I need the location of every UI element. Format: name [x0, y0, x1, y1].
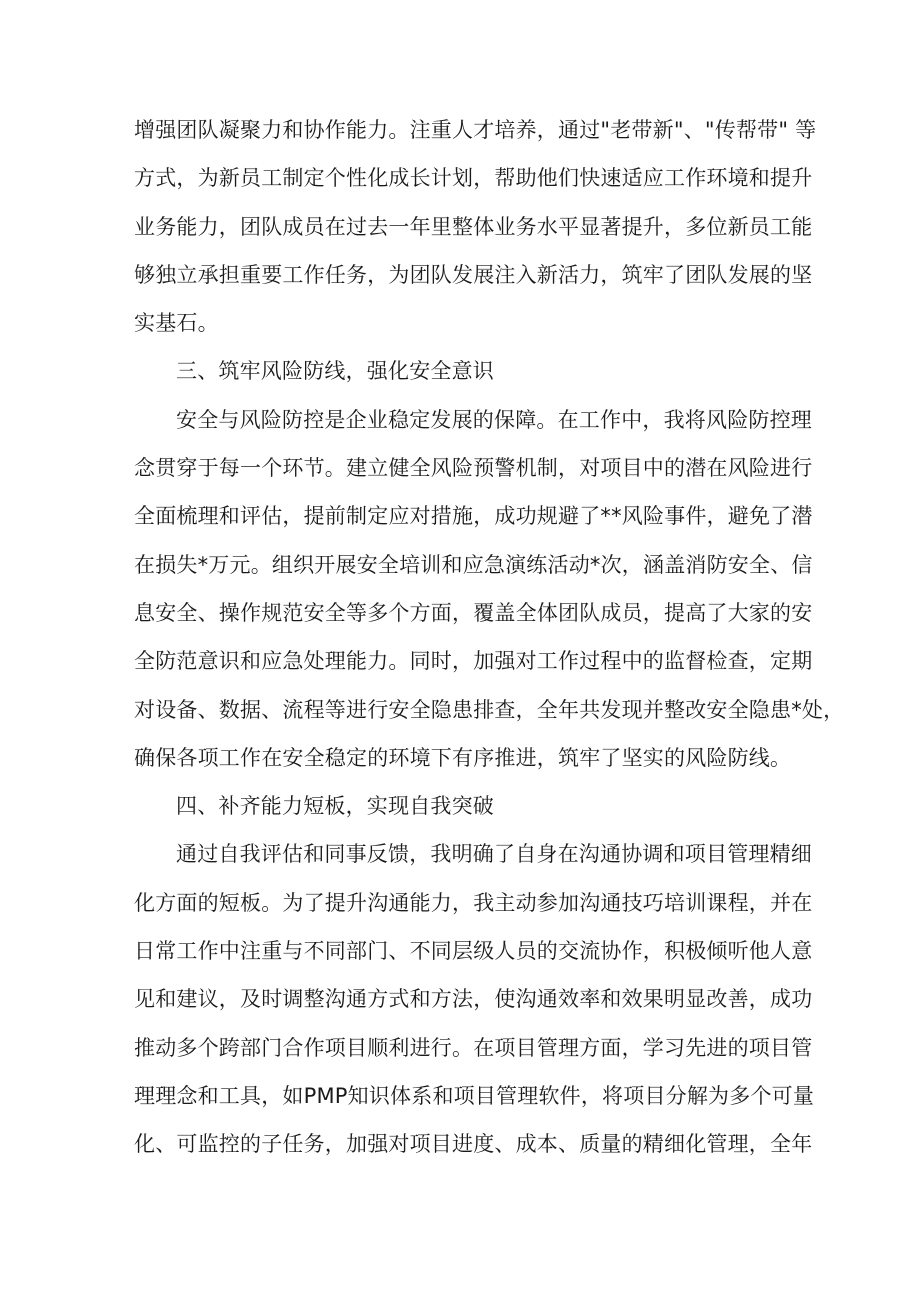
heading-text: 三、筑牢风险防线，强化安全意识 [176, 359, 494, 384]
text-line: 推动多个跨部门合作项目顺利进行。在项目管理方面，学习先进的项目管 [134, 1035, 813, 1060]
text-line: 安全与风险防控是企业稳定发展的保障。在工作中，我将风险防控理 [176, 407, 812, 432]
text-line: 确保各项工作在安全稳定的环境下有序推进，筑牢了坚实的风险防线。 [134, 745, 792, 770]
text-line: 全防范意识和应急处理能力。同时，加强对工作过程中的监督检查，定期 [134, 649, 813, 674]
section-3-heading [134, 347, 782, 395]
heading-text: 四、补齐能力短板，实现自我突破 [176, 794, 494, 819]
text-line: 实基石。 [134, 311, 219, 336]
section-4-heading [134, 782, 782, 830]
text-line: 见和建议，及时调整沟通方式和方法，使沟通效率和效果明显改善，成功 [134, 987, 813, 1012]
text-line: 全面梳理和评估，提前制定应对措施，成功规避了**风险事件，避免了潜 [134, 504, 813, 529]
text-line: 理理念和工具，如PMP知识体系和项目管理软件，将项目分解为多个可量 [134, 1083, 815, 1108]
text-line: 通过自我评估和同事反馈，我明确了自身在沟通协调和项目管理精细 [176, 842, 812, 867]
text-line: 化方面的短板。为了提升沟通能力，我主动参加沟通技巧培训课程，并在 [134, 890, 813, 915]
text-line: 念贯穿于每一个环节。建立健全风险预警机制，对项目中的潜在风险进行 [134, 456, 813, 481]
text-line: 在损失*万元。组织开展安全培训和应急演练活动*次，涵盖消防安全、信 [134, 552, 813, 577]
section-3-paragraph [134, 396, 845, 782]
text-line: 化、可监控的子任务，加强对项目进度、成本、质量的精细化管理，全年 [134, 1132, 813, 1157]
document-page [134, 106, 845, 1169]
text-line: 日常工作中注重与不同部门、不同层级人员的交流协作，积极倾听他人意 [134, 939, 813, 964]
text-line: 方式，为新员工制定个性化成长计划，帮助他们快速适应工作环境和提升 [134, 166, 813, 191]
text-line: 够独立承担重要工作任务，为团队发展注入新活力，筑牢了团队发展的坚 [134, 262, 813, 287]
text-line: 业务能力，团队成员在过去一年里整体业务水平显著提升，多位新员工能 [134, 214, 813, 239]
section-4-paragraph [134, 830, 815, 1168]
text-line: 对设备、数据、流程等进行安全隐患排查，全年共发现并整改安全隐患*处， [134, 697, 845, 722]
paragraph-continuation [134, 106, 817, 347]
text-line: 增强团队凝聚力和协作能力。注重人才培养，通过"老带新"、"传帮带" 等 [134, 118, 817, 142]
text-line: 息安全、操作规范安全等多个方面，覆盖全体团队成员，提高了大家的安 [134, 600, 813, 625]
